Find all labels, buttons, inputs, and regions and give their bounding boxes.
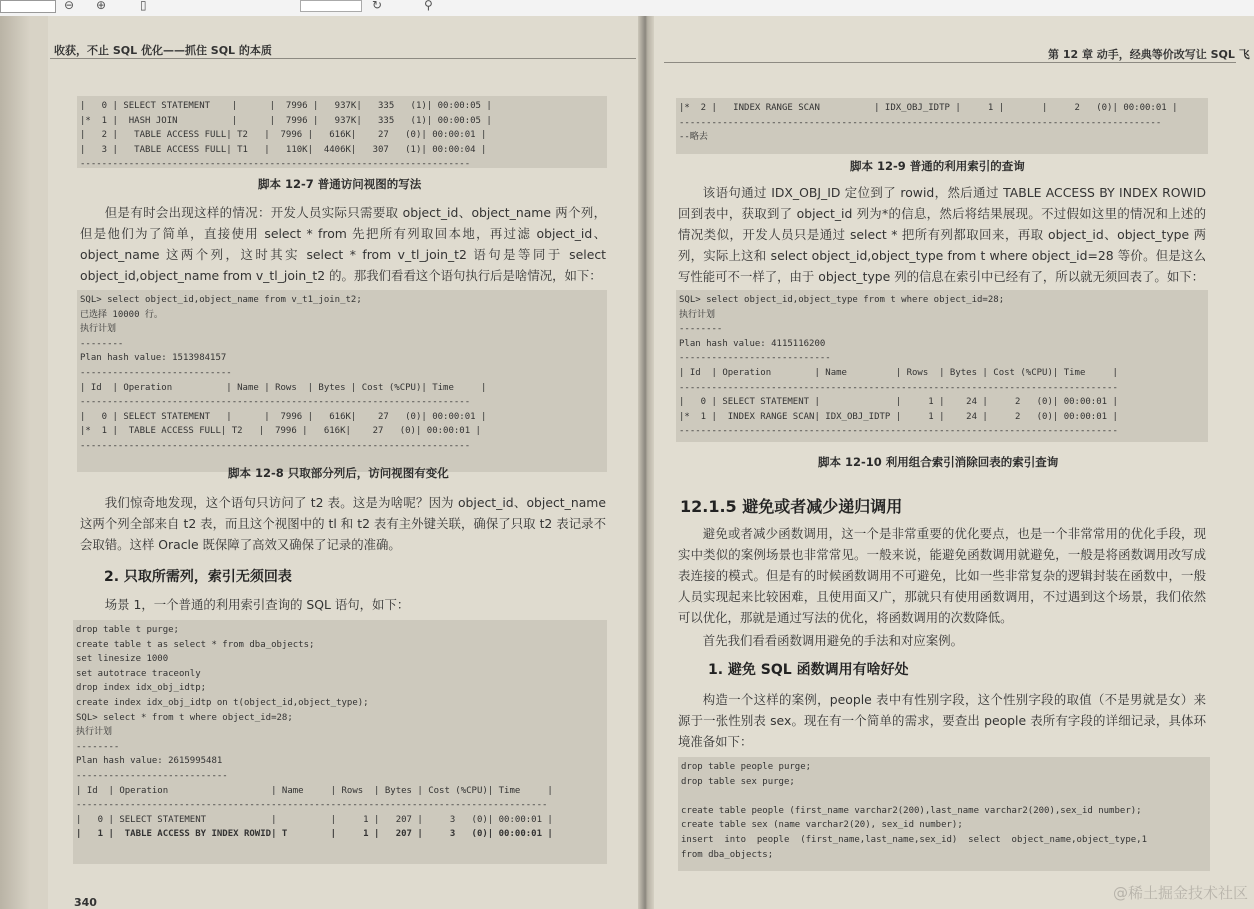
caption-script-12-8: 脚本 12-8 只取部分列后，访问视图有变化: [228, 466, 449, 480]
code-line: ---------------------------------------------------------------------------------: [679, 426, 1118, 437]
code-line: | 0 | SELECT STATEMENT | | 7996 | 616K| 27 (0)| 00:00:01 |: [80, 411, 487, 422]
left-head-rule: [50, 58, 636, 59]
code-line: create table sex (name varchar2(20), sex_id number);: [681, 820, 963, 831]
code-line: -----------------------------------------------------------------------------------------: [679, 117, 1162, 128]
code-line: ---------------------------------------------------------------------------------: [679, 382, 1118, 393]
rotate-icon[interactable]: ↻: [372, 0, 383, 12]
code-line: create table t as select * from dba_objects;: [76, 639, 315, 650]
code-line: drop table sex purge;: [681, 776, 795, 787]
code-line: insert into people (first_name,last_name,sex_id) select object_name,object_type,1: [681, 834, 1147, 845]
code-block-plan-hash-join: [77, 96, 607, 168]
code-line: create table people (first_name varchar2(200),last_name varchar2(200),sex_id number);: [681, 805, 1142, 816]
scanned-book-spread: [0, 16, 1254, 909]
right-head-rule: [664, 62, 1236, 63]
code-block-plan-partial-columns: [77, 290, 607, 472]
code-line: [681, 789, 1207, 804]
code-line: ----------------------------: [679, 353, 831, 364]
code-line: |* 2 | INDEX RANGE SCAN | IDX_OBJ_IDTP | 1 | | 2 (0)| 00:00:01 |: [679, 103, 1178, 113]
paragraph-first-look: 首先我们看看函数调用避免的手法和对应案例。: [702, 633, 963, 648]
code-line: | 3 | TABLE ACCESS FULL| T1 | 110K| 4406K| 307 (1)| 00:00:04 |: [80, 144, 487, 155]
code-line: | 0 | SELECT STATEMENT | | 1 | 24 | 2 (0)| 00:00:01 |: [679, 397, 1118, 408]
code-line: ----------------------------: [76, 770, 228, 781]
search-icon[interactable]: ⚲: [424, 0, 433, 12]
code-line: | Id | Operation | Name | Rows | Bytes | Cost (%CPU)| Time |: [80, 382, 487, 393]
code-line: --------: [80, 338, 124, 349]
code-line: 执行计划: [80, 324, 117, 335]
code-line: --略去: [679, 132, 708, 143]
paragraph-scenario-1: 场景 1，一个普通的利用索引查询的 SQL 语句，如下：: [104, 597, 410, 612]
code-line: 执行计划: [679, 309, 716, 320]
paragraph-only-t2: 我们惊奇地发现，这个语句只访问了 t2 表。这是为啥呢？因为 object_id、object_name 这两个列全部来自 t2 表，而且这个视图中的 tl 和 t2 表有主外键关联，确保了只取 t2 表记录不会取错。这样 Oracle 既保障了高效又确保了记录的准确。: [80, 495, 606, 552]
code-line: | 1 | TABLE ACCESS BY INDEX ROWID| T | 1 | 207 | 3 (0)| 00:00:01 |: [76, 829, 553, 840]
code-line: SQL> select object_id,object_name from v_t1_join_t2;: [80, 295, 362, 305]
code-line: --------: [76, 741, 120, 752]
code-line: drop table t purge;: [76, 625, 179, 635]
zoom-out-icon[interactable]: ⊖: [64, 0, 75, 12]
paragraph-avoid-function-calls: 避免或者减少函数调用，这一个是非常重要的优化要点，也是一个非常常用的优化手段，现实中类似的案例场景也非常常见。一般来说，能避免函数调用就避免，一般是将函数调用改写成表连接的模式。但是有的时候函数调用不可避免，比如一些非常复杂的逻辑封装在函数中，一般人员实现起来比较困难，且使用面又广，那就只有使用函数调用，不过遇到这个场景，我们依然可以优化，那就是通过写法的优化，将函数调用的次数降低。: [678, 526, 1206, 625]
code-line: create index idx_obj_idtp on t(object_id,object_type);: [76, 697, 369, 708]
caption-script-12-7: 脚本 12-7 普通访问视图的写法: [258, 177, 422, 191]
code-line: | 2 | TABLE ACCESS FULL| T2 | 7996 | 616K| 27 (0)| 00:00:01 |: [80, 130, 487, 141]
code-line: set linesize 1000: [76, 654, 169, 665]
fit-page-icon[interactable]: ▯: [140, 0, 147, 12]
code-line: --------: [679, 324, 723, 335]
paragraph-people-sex-case: 构造一个这样的案例，people 表中有性别字段，这个性别字段的取值（不是男就是女）来源于一张性别表 sex。现在有一个简单的需求，要查出 people 表所有字段的详细记录，具体环境准备如下：: [678, 692, 1206, 749]
code-line: |* 1 | HASH JOIN | | 7996 | 937K| 335 (1)| 00:00:05 |: [80, 115, 492, 126]
page-number: 340: [74, 896, 97, 909]
heading-avoid-sql-function: 1. 避免 SQL 函数调用有啥好处: [708, 662, 909, 678]
heading-only-needed-columns: 2. 只取所需列，索引无须回表: [104, 569, 292, 585]
paragraph-rowid-lookup: 该语句通过 IDX_OBJ_ID 定位到了 rowid，然后通过 TABLE ACCESS BY INDEX ROWID 回到表中，获取到了 object_id 列为*的信息，然后将结果展现。不过假如这里的情况和上述的情况类似，开发人员只是通过 select * 把所有列都取回来，再取 object_id、object_type 两列，实际上这和 select object_id,object_type from t where object_id=28 等价。但是这么写性能可不一样了，由于 object_type 列的信息在索引中已经有了，所以就无须回表了。如下：: [678, 185, 1206, 284]
caption-script-12-9: 脚本 12-9 普通的利用索引的查询: [850, 159, 1025, 173]
code-line: SQL> select object_id,object_type from t where object_id=28;: [679, 295, 1005, 305]
code-line: ------------------------------------------------------------------------: [80, 440, 471, 451]
code-line: ------------------------------------------------------------------------: [80, 397, 471, 408]
book-spine: [638, 16, 654, 909]
code-line: set autotrace traceonly: [76, 668, 201, 679]
code-line: 执行计划: [76, 727, 113, 738]
watermark: @稀土掘金技术社区: [1112, 884, 1248, 902]
code-line: ---------------------------------------------------------------------------------------: [76, 800, 548, 811]
paragraph-select-star: 但是有时会出现这样的情况：开发人员实际只需要取 object_id、object_name 两个列，但是他们为了简单，直接使用 select * from 先把所有列取回本地，再过滤 object_id、object_name 这两个列，这时其实 select * from v_tl_join_t2 语句是等同于 select object_id,object_name from v_tl_join_t2 的。那我们看看这个语句执行后是啥情况，如下：: [80, 205, 606, 283]
code-line: |* 1 | TABLE ACCESS FULL| T2 | 7996 | 616K| 27 (0)| 00:00:01 |: [80, 426, 481, 437]
page-number-input[interactable]: [0, 0, 56, 13]
code-line: | 0 | SELECT STATEMENT | | 7996 | 937K| 335 (1)| 00:00:05 |: [80, 101, 492, 111]
left-running-head: 收获，不止 SQL 优化——抓住 SQL 的本质: [54, 44, 272, 57]
zoom-select[interactable]: [300, 0, 362, 12]
viewer-toolbar: [0, 0, 1254, 17]
code-line: drop table people purge;: [681, 762, 812, 772]
code-line: | Id | Operation | Name | Rows | Bytes | Cost (%CPU)| Time |: [76, 785, 553, 796]
code-line: | Id | Operation | Name | Rows | Bytes | Cost (%CPU)| Time |: [679, 367, 1118, 378]
code-line: SQL> select * from t where object_id=28;: [76, 712, 293, 723]
right-running-head: 第 12 章 动手，经典等价改写让 SQL 飞: [1048, 48, 1250, 61]
code-line: ----------------------------: [80, 367, 232, 378]
code-line: Plan hash value: 4115116200: [679, 338, 826, 349]
code-line: 已选择 10000 行。: [80, 309, 163, 320]
code-line: | 0 | SELECT STATEMENT | | 1 | 207 | 3 (0)| 00:00:01 |: [76, 814, 553, 825]
caption-script-12-10: 脚本 12-10 利用组合索引消除回表的索引查询: [818, 455, 1059, 469]
section-heading-12-1-5: 12.1.5 避免或者减少递归调用: [680, 497, 903, 516]
code-block-index-query: [73, 620, 607, 864]
code-block-index-range-scan: [676, 98, 1208, 154]
code-line: ------------------------------------------------------------------------: [80, 159, 471, 168]
code-line: Plan hash value: 2615995481: [76, 756, 223, 767]
code-line: from dba_objects;: [681, 849, 774, 860]
code-block-people-setup: [678, 757, 1210, 871]
code-line: drop index idx_obj_idtp;: [76, 683, 207, 694]
code-line: Plan hash value: 1513984157: [80, 353, 227, 364]
zoom-in-icon[interactable]: ⊕: [96, 0, 107, 12]
code-line: |* 1 | INDEX RANGE SCAN| IDX_OBJ_IDTP | 1 | 24 | 2 (0)| 00:00:01 |: [679, 411, 1118, 422]
code-block-composite-index: [676, 290, 1208, 442]
